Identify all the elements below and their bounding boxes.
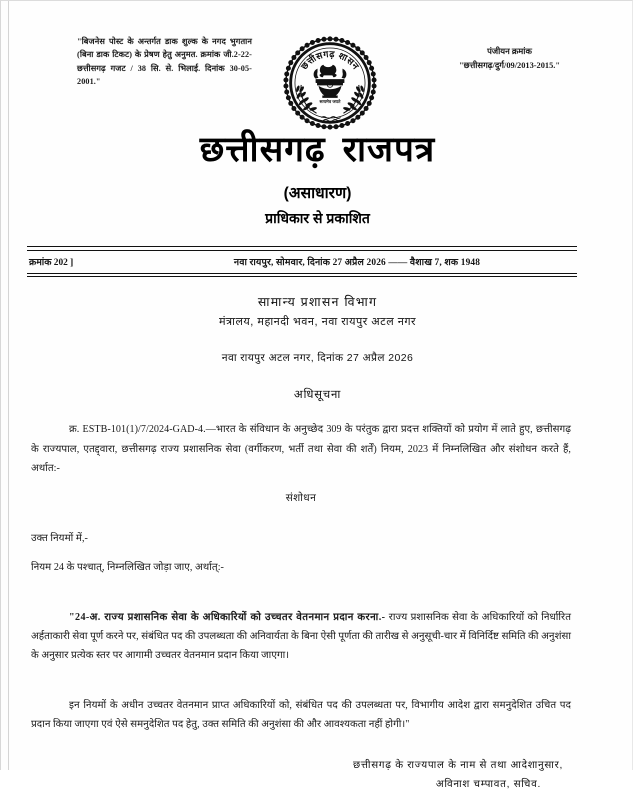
amendment-heading: संशोधन (285, 492, 317, 504)
issue-dateline: नवा रायपुर, सोमवार, दिनांक 27 अप्रैल 2026 —— वैशाख 7, शक 1948 (233, 257, 481, 268)
new-rule-heading: "24-अ. राज्य प्रशासनिक सेवा के अधिकारियों को उच्चतर वेतनमान प्रदान करना.- (69, 611, 386, 623)
issue-row (27, 251, 577, 273)
signature-block (31, 757, 571, 794)
reference-number: क्र. ESTB-101(1)/7/2024-GAD-4.— (69, 424, 216, 436)
gazette-title-word: राजपत्र (342, 130, 436, 169)
emblem-motto-text: सत्यमेव जयते (319, 99, 340, 105)
by-order-line: छत्तीसगढ़ के राज्यपाल के नाम से तथा आदेशानुसार, (352, 759, 563, 771)
after-rule-line: नियम 24 के पश्चात्, निम्नलिखित जोड़ा जाए, अर्थात्:- (31, 562, 224, 574)
registration-number: "छत्तीसगढ़/दुर्ग/09/2013-2015." (458, 61, 561, 71)
svg-text:छत्तीसगढ़ शासन: छत्तीसगढ़ शासन (298, 48, 361, 72)
main-paragraph-text: भारत के संविधान के अनुच्छेद 309 के परंतुक द्वारा प्रदत्त शक्तियों को प्रयोग में लाते हुए, छत्तीसगढ़ के राज्यपाल, एतद्द्वारा, छत्तीसगढ़ राज्य प्रशासनिक सेवा (वर्गीकरण, भर्ती तथा सेवा की शर्तें) नियम, 2023 में निम्नलिखित और संशोधन करते हैं, अर्थात:- (31, 424, 572, 475)
department-block (23, 293, 612, 329)
new-rule-paragraph (31, 608, 571, 666)
issue-bar (27, 246, 577, 277)
new-rule-text: राज्य प्रशासनिक सेवा के अधिकारियों को निर्धारित अर्हताकारी सेवा पूर्ण करने पर, संबंधित पद की उपलब्धता की अनिवार्यता के बिना ऐसी पूर्णता की तारीख से अनुसूची-चार में विनिर्दिष्ट समिति की अनुशंसा के अनुसार प्रत्येक स्तर पर आगामी उच्चतर वेतनमान प्रदान किया जाएगा। (31, 611, 571, 662)
emblem-container (269, 35, 391, 131)
signatory-name: अविनाश चम्पावत, सचिव. (435, 778, 541, 790)
page-inner (23, 1, 612, 790)
gazette-authority-line: प्राधिकार से प्रकाशित (265, 210, 370, 227)
spacer (31, 508, 571, 518)
issue-number: क्रमांक 202 ] (29, 257, 74, 268)
ashoka-capital-icon (313, 65, 346, 98)
notification-body (31, 420, 571, 794)
main-paragraph (31, 420, 571, 478)
place-and-date: नवा रायपुर अटल नगर, दिनांक 27 अप्रैल 2026 (221, 352, 414, 365)
notification-heading: अधिसूचना (293, 389, 342, 402)
rule-bottom (27, 273, 577, 278)
masthead (23, 1, 612, 123)
department-name: सामान्य प्रशासन विभाग (257, 295, 378, 310)
postal-permit-note: "बिजनेस पोस्ट के अन्तर्गत डाक शुल्क के नगद भुगतान (बिना डाक टिकट) के प्रेषण हेतु अनुमत. क्रमांक जी.2-22-छत्तीसगढ़ गजट / 38 सि. से. भिलाई. दिनांक 30-05-2001." (77, 37, 252, 86)
gazette-subtitle: (असाधारण) (283, 185, 352, 203)
registration-block (407, 35, 612, 74)
registration-label: पंजीयन क्रमांक (487, 47, 532, 56)
rules-intro-line: उक्त नियमों में,- (31, 532, 88, 544)
gazette-title-state: छत्तीसगढ़ (199, 130, 326, 169)
gazette-title-block (23, 129, 612, 228)
page-title (23, 129, 612, 170)
second-paragraph: इन नियमों के अधीन उच्चतर वेतनमान प्राप्त अधिकारियों को, संबंधित पद की उपलब्धता पर, विभागीय आदेश द्वारा समनुदेशित उचित पद प्रदान किया जाएगा एवं ऐसे समनुदेशित पद हेतु, उक्त समिति की अनुशंसा की और आवश्यकता नहीं होगी।" (31, 699, 571, 731)
department-address: मंत्रालय, महानदी भवन, नवा रायपुर अटल नगर (218, 316, 417, 329)
chhattisgarh-government-emblem-icon (282, 35, 378, 131)
spacer (31, 676, 571, 686)
spacer (31, 588, 571, 598)
